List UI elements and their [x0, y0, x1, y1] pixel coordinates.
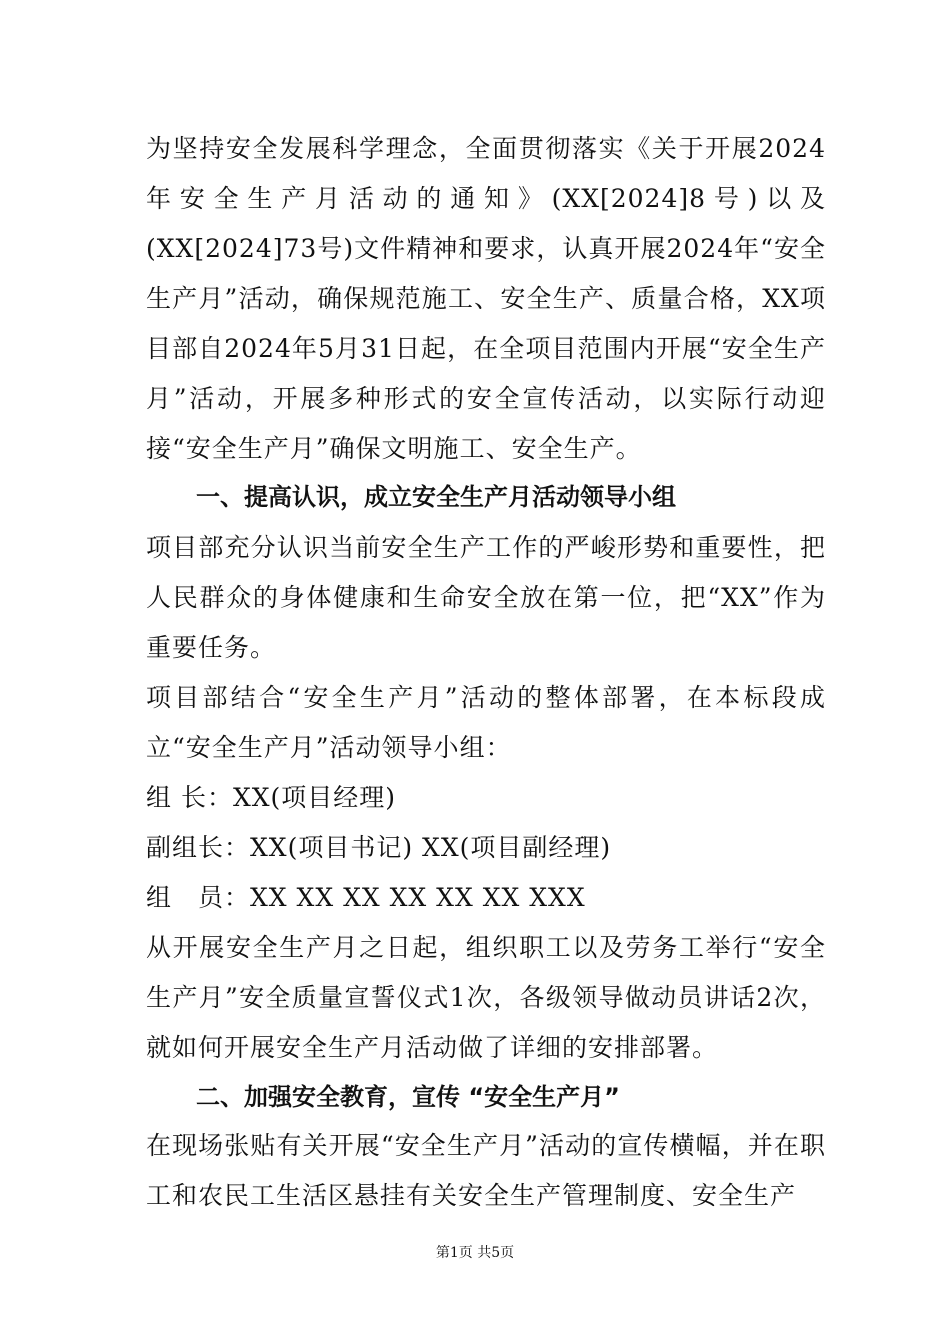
- members-line: 组 员：XX XX XX XX XX XX XXX: [146, 883, 586, 912]
- page-number: 第1页 共5页: [435, 1245, 515, 1261]
- leader-line: 组 长：XX(项目经理): [146, 783, 397, 812]
- section-heading-1: 一、提高认识，成立安全生产月活动领导小组: [196, 483, 676, 511]
- section-2-paragraph-1: 在现场张贴有关开展“安全生产月”活动的宣传横幅，并在职工和农民工生活区悬挂有关安全生产管理制度、安全生产: [146, 1131, 826, 1210]
- page-footer: [0, 1243, 950, 1263]
- section-1-paragraph-2: 项目部结合“安全生产月”活动的整体部署，在本标段成立“安全生产月”活动领导小组：: [146, 683, 826, 762]
- section-1-paragraph-1: 项目部充分认识当前安全生产工作的严峻形势和重要性，把人民群众的身体健康和生命安全放在第一位，把“XX”作为重要任务。: [146, 533, 826, 662]
- intro-paragraph: 为坚持安全发展科学理念，全面贯彻落实《关于开展2024年安全生产月活动的通知》(XX[2024]8号)以及(XX[2024]73号)文件精神和要求，认真开展2024年“安全生产月”活动，确保规范施工、安全生产、质量合格，XX项目部自2024年5月31日起，在全项目范围内开展“安全生产月”活动，开展多种形式的安全宣传活动，以实际行动迎接“安全生产月”确保文明施工、安全生产。: [146, 134, 826, 463]
- section-1-paragraph-3: 从开展安全生产月之日起，组织职工以及劳务工举行“安全生产月”安全质量宣誓仪式1次，各级领导做动员讲话2次，就如何开展安全生产月活动做了详细的安排部署。: [146, 933, 826, 1062]
- deputy-leader-line: 副组长：XX(项目书记) XX(项目副经理): [146, 833, 612, 862]
- section-heading-2: 二、加强安全教育，宣传 “安全生产月”: [196, 1083, 620, 1111]
